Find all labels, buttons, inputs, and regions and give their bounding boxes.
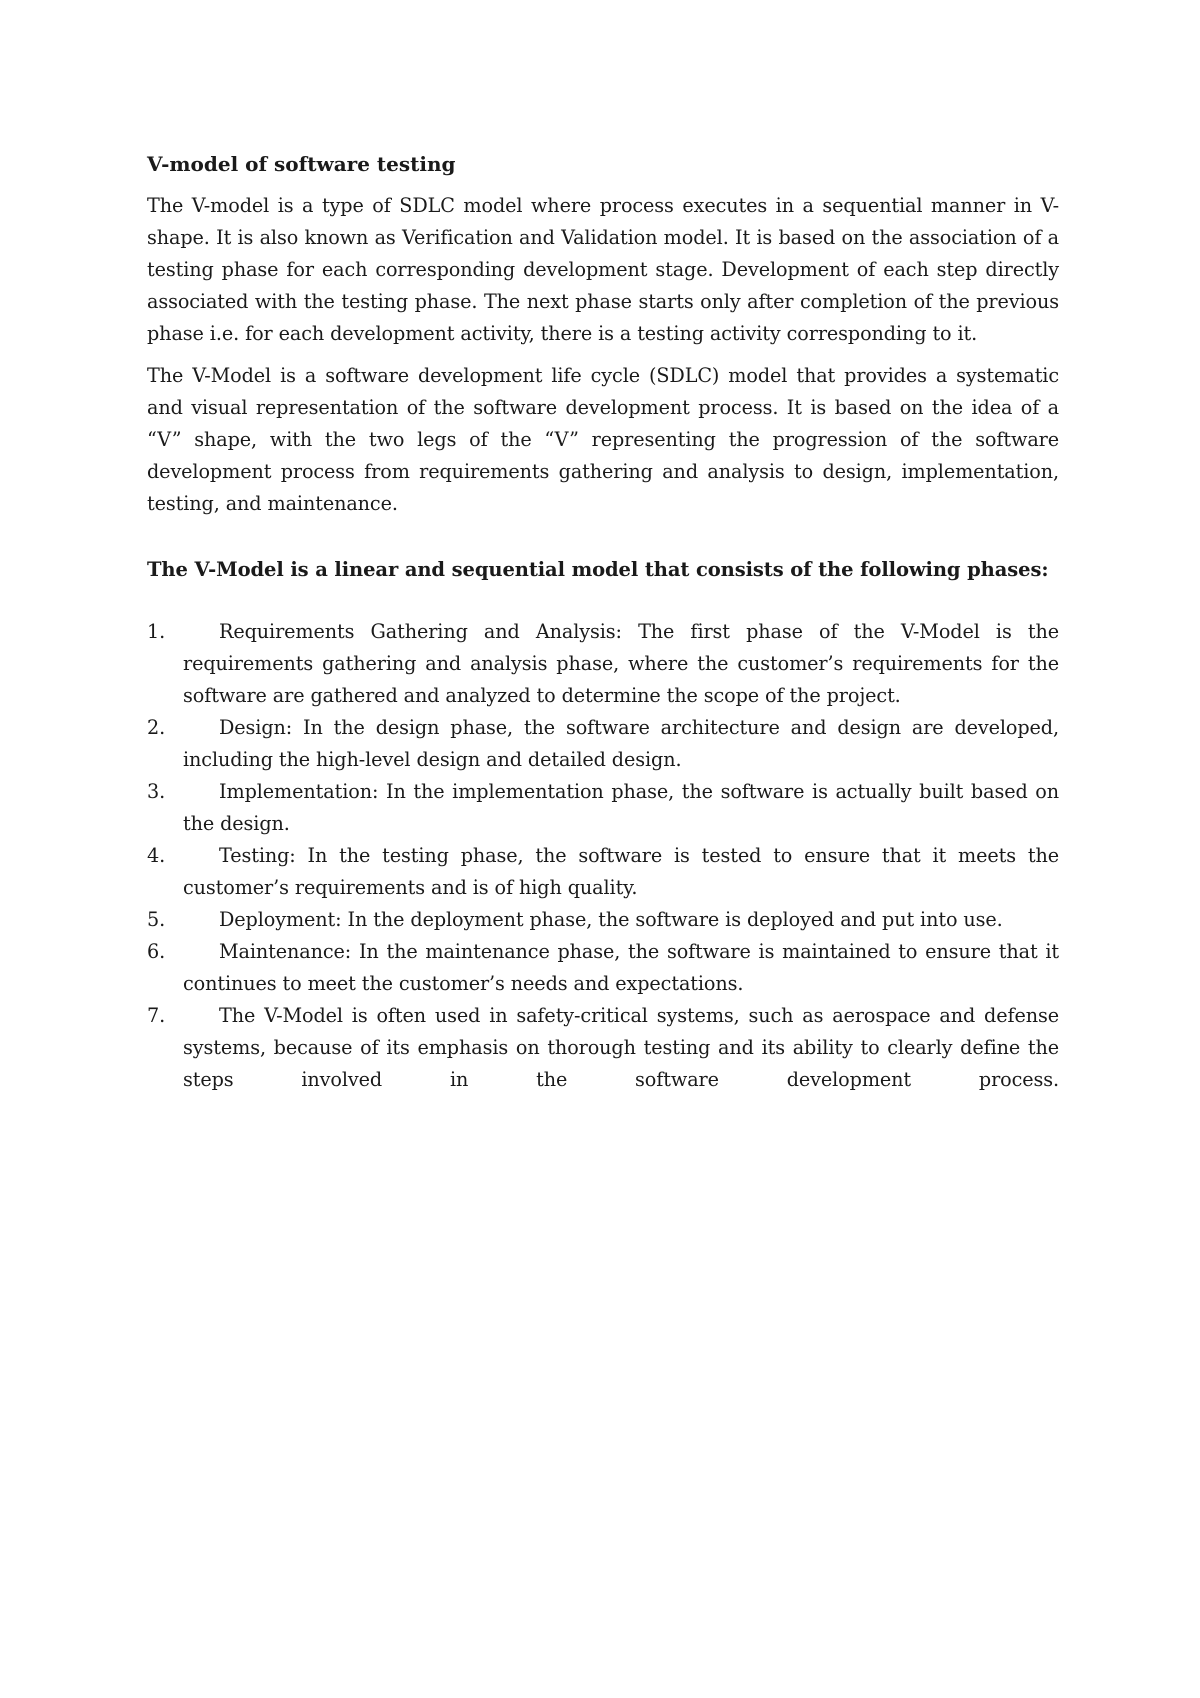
phase-item-requirements (147, 616, 1059, 712)
phase-text: Deployment: In the deployment phase, the software is deployed and put into use. (219, 908, 1003, 931)
intro-paragraph: The V-model is a type of SDLC model where process executes in a sequential manner in V-shape. It is also known as Verification and Validation model. It is based on the association of a testing phase for each corresponding development stage. Development of each step directly associated with the testing phase. The next phase starts only after completion of the previous phase i.e. for each development activity, there is a testing activity corresponding to it. (147, 194, 1059, 345)
phase-number: 2. (147, 716, 166, 739)
phase-number: 1. (147, 620, 166, 643)
document-title: V-model of software testing (147, 152, 456, 176)
phases-heading: The V-Model is a linear and sequential model that consists of the following phases: (147, 558, 1049, 581)
phase-number: 6. (147, 940, 166, 963)
phase-text: Testing: In the testing phase, the software is tested to ensure that it meets the customer’s requirements and is of high quality. (183, 844, 1059, 899)
phase-number: 4. (147, 844, 166, 867)
phase-item-usage (147, 1000, 1059, 1096)
phase-text: Maintenance: In the maintenance phase, the software is maintained to ensure that it continues to meet the customer’s needs and expectations. (183, 940, 1059, 995)
phase-text: Requirements Gathering and Analysis: The first phase of the V-Model is the requirements gathering and analysis phase, where the customer’s requirements for the software are gathered and analyzed to determine the scope of the project. (183, 620, 1059, 707)
phase-text: Implementation: In the implementation phase, the software is actually built based on the design. (183, 780, 1059, 835)
phase-item-implementation (147, 776, 1059, 840)
phase-number: 3. (147, 780, 166, 803)
phase-text: Design: In the design phase, the software architecture and design are developed, including the high-level design and detailed design. (183, 716, 1059, 771)
description-paragraph: The V-Model is a software development life cycle (SDLC) model that provides a systematic and visual representation of the software development process. It is based on the idea of a “V” shape, with the two legs of the “V” representing the progression of the software development process from requirements gathering and analysis to design, implementation, testing, and maintenance. (147, 364, 1059, 515)
phase-item-maintenance (147, 936, 1059, 1000)
phase-number: 7. (147, 1004, 166, 1027)
phase-list (147, 616, 1059, 1096)
phase-item-testing (147, 840, 1059, 904)
phase-item-deployment (147, 904, 1059, 936)
phase-number: 5. (147, 908, 166, 931)
phase-item-design (147, 712, 1059, 776)
document-page (147, 140, 1059, 1096)
phase-text: The V-Model is often used in safety-critical systems, such as aerospace and defense systems, because of its emphasis on thorough testing and its ability to clearly define the steps involved in the software development process. (183, 1004, 1059, 1091)
